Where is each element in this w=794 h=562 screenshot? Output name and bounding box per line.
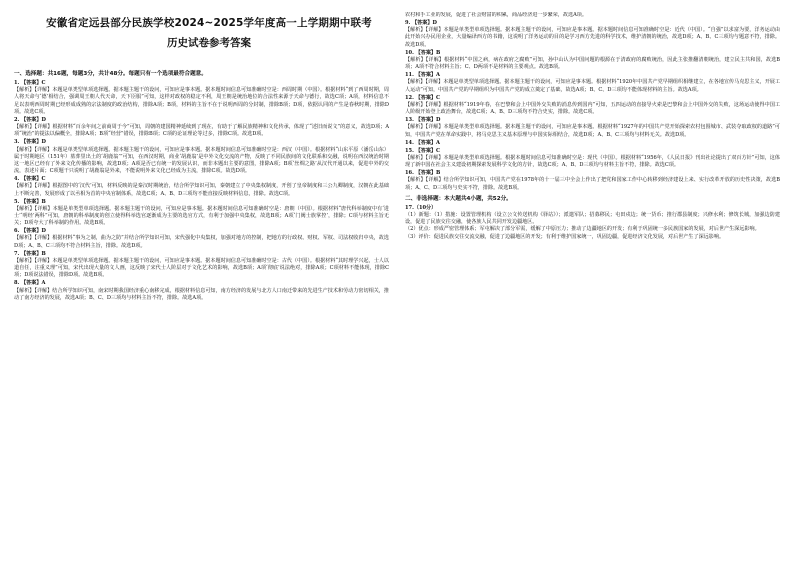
document-subtitle: 历史试卷参考答案 [167,37,251,50]
two-column-layout [14,12,780,556]
answer-key: 10. 【答案】B [405,49,441,56]
answer-explanation: 【解析】【详解】本题是单类型单项选择题。据本题主题干的设问，可知应是事本题。据本题时间信息可知准确时空是：西汉（中国）。根据材料“山东平原（潘岳山东）属于时期地区（151年）墓葬里出土的‘胡鹿翁’”可知，在西汉时期，商业‘胡鹿翁’是中外文化交流的产物，反映了不同民族间的文化联系和交融，说明在西汉统治时期这一地区已经有了外来文化传播的影响，故选D项；A项是否已有统一的发展认识，而非本题出主要的意图，排除A项；B项‘丝绸之路’从汉代开通以来，促进中外的交流，表述片面；C项题干只说明了胡鹿翁是外来，不能说明外来文化已经成为主流，排除C项。故选D项。 [14,146,389,175]
answer-key: 2. 【答案】D [14,116,46,123]
answer-key: 1. 【答案】C [14,80,46,87]
answer-explanation: 【解析】【详解】本题是单类型单项选择题。据本题主题干的设问，可知应是事本题。根据材料“1927年的中国共产党开始探索农村包围城市、武装夺取政权的道路”可知，中国共产党在革命实践中，将马克思主义基本原理与中国实际相结合，故选D项；A、B、C三项均与材料无关。故选D项。 [405,124,780,138]
q17-answer [405,212,780,241]
q17-line: （3）评价：促进民族交往交流交融，促进了边疆地区的开发；有利于维护国家统一，巩固边疆，促进经济文化发展，对后世产生了深远影响。 [405,233,725,240]
answer-explanation: 【解析】【详解】本题是单类型单项选择题。根据本题时间信息可知准确时空是：现代（中国）。根据材料“1956年，《人民日报》刊出社论提出了双百方针”可知，这体现了新中国在社会主义建设初期探索发展科学文化的方针，故选C项；A、B、D三项均与材料主旨不符，排除。故选C项。 [405,154,780,169]
answer-key: 6. 【答案】D [14,228,46,235]
document-header [14,17,389,50]
answer-key: 7. 【答案】B [14,250,46,257]
answer-key: 9. 【答案】D [405,20,437,27]
answer-explanation: 农村和手工业的发展，促进了社会财富的积累，商品经济进一步繁荣，故选A项。 [405,12,587,18]
answer-explanation: 【解析】【详解】本题是单类型单项选择题。据本题主题干的设问，可知应是事本题。据本题时间信息可知准确时空是：近代（中国）。“自强”以求富为要，洋务运动由此开始兴办民用企业，大量编译西方的书籍，这说明了洋务运动的目的是学习西方先进的科学技术，维护清朝的统治，故选D项；A、B、C三项均与题意不符，排除。故选D项。 [405,27,780,48]
section-heading: 二、非选择题：本大题共4小题，共52分。 [405,195,512,202]
answer-explanation: 【解析】【详解】结合所学知识可知，中国共产党在1978年的十一届三中全会上作出了把党和国家工作中心转移到经济建设上来、实行改革开放的历史性决策，故选B项；A、C、D三项均与史实不符，排除。故选B项。 [405,177,780,191]
answer-key: 14. 【答案】A [405,139,440,146]
left-answer-list [14,80,389,302]
left-column [14,12,389,556]
document-title: 安徽省定远县部分民族学校2024~2025学年度高一上学期期中联考 [46,17,372,29]
q17-line: （2）优点：形成严密管理体系；军屯解决了部分军需，缓解了中原压力；推动了边疆地区的开发；有利于巩固统一多民族国家的发展，对后世产生深远影响。 [405,226,760,233]
answer-key: 4. 【答案】C [14,176,46,183]
q17-line: （1）新题：（1）措施：设置管理机构（设立公文传送机构《驿站》）；派遣军队；招募移民；屯田戍边；统一货币；推行郡县制度；兴修水利；修筑长城，加强边防建设，促进了民族交往交融，使各族人民共同开发边疆地区。 [405,212,780,226]
answer-explanation: 【解析】【详解】根据图中的‘汉代’可知，材料反映的是秦汉时期统治，结合所学知识可知，秦朝建立了中央集权制度，开创了皇帝制度和三公九卿制度，汉朝在此基础上不断完善，发展形成了以丞相为首的中央官制体系，故选C项；A、B、D三项均不能直接反映材料信息，排除。故选C项。 [14,183,389,197]
answer-key: 5. 【答案】B [14,198,46,205]
right-column [405,12,780,556]
answer-explanation: 【解析】【详解】根据材料“百余年间之前商周于今”可知，周朝的建国精神延续到了现在，有助于了解民族精神和文化传承，体现了“述旧而说文”的意义，故选D项；A项“统治”的提法以偏概全，排除A项；B项“经营”错误，排除B项；C项的论证理论等过多，排除C项。故选D项。 [14,124,389,138]
right-answer-list [405,12,780,192]
question-label: 17.（10分） [405,204,437,211]
section-heading: 一、选择题：共16题，每题3分，共计48分。每题只有一个选项最符合题意。 [14,71,207,77]
answer-key: 8. 【答案】A [14,280,46,287]
answer-key: 3. 【答案】D [14,139,46,146]
answer-explanation: 【解析】【详解】根据材料“中国之病，病在政府之腐败”可知，孙中山认为中国问题的根源在于清政府的腐败统治，因此主张推翻清朝统治，建立民主共和国，故选B项；A项不符合材料主旨；C、D两项不是材料的主要观点。故选B项。 [405,56,780,71]
answer-key: 12. 【答案】C [405,94,441,101]
answer-explanation: 【解析】【详解】本题是单类型单项选择题。据本题主题干的设问，可知应是事本题。据本题时间信息可知准确时空是：西周时期（中国）。根据材料“到了西周时期，周人将天命与‘德’相结合，强调周王朝人代天命，天下臣服”可知，这样对政权的稳定不利，周王朝是统治地位的合法性来源于天命与德行，故选C项；A项，材料信息不足以表明西周时期已经形成成熟的宗法制度的政治结构，排除A项；B项，材料的主旨不在于说明西周的分封制，排除B项；D项，依据认同的产生是春秋时期，排除D项。故选C项。 [14,87,389,115]
answer-explanation: 【解析】【详解】根据材料“1919年春，在巴黎和会上中国外交失败的消息传到国内”可知，五四运动的直接导火索是巴黎和会上中国外交的失败，这场运动使得中国工人阶级开始登上政治舞台，故选C项；A、B、D三项均不符合史实，排除。故选C项。 [405,101,780,116]
answer-key: 13. 【答案】D [405,117,441,124]
answer-key: 11. 【答案】A [405,72,440,79]
answer-explanation: 【解析】【详解】结合所学知识可知，南宋时期我国经济重心南移完成，根据材料信息可知，南方经济的发展与北方人口南迁带来的先进生产技术和劳动力密切相关，推动了南方经济的发展，故选A项；B、C、D三项均与材料主旨不符，排除。故选A项。 [14,287,389,301]
answer-explanation: 【解析】【详解】本题是单类型单项选择题。据本题主题干的设问，可知应是事本题。根据材料“1920年中国共产党早期组织相继建立，在各地宣传马克思主义，开展工人运动”可知，中国共产党的早期组织为中国共产党的成立奠定了基础，故选A项；B、C、D三项均不能体现材料的主旨。故选A项。 [405,79,780,93]
answer-key: 16. 【答案】B [405,170,441,177]
answer-explanation: 【解析】【详解】本题是单类型单项选择题。据本题主题干的设问，可知应是事本题。据本题时间信息可知准确时空是：古代（中国）。根据材料“其时理学兴起，士人以道自任，注重义理”可知，宋代出现大量的文人画，这反映了宋代士人阶层对于文化艺术的影响，故选B项；A项‘彻底’说法绝对，排除A项；C项材料不能体现，排除C项；D项说法错误，排除D项。故选B项。 [14,257,389,279]
answer-explanation: 【解析】【详解】根据材料“事为之制，曲为之防”并结合所学知识可知，宋代强化中央集权，加强对地方的控制，把地方的行政权、财权、军权、司法权收归中央，故选D项；A、B、C三项均不符合材料主旨，排除。故选D项。 [14,235,389,249]
answer-key: 15. 【答案】C [405,147,441,154]
answer-explanation: 【解析】【详解】本题是单类型单项选择题。据本题主题干的设问，可知应是事本题。据本题时间信息可知准确时空是：唐朝（中国）。根据材料“唐代科举制度中有‘进士’‘明经’两科”可知，唐朝的科举制度的创立使得科举选官逐渐成为主要的选官方式，有利于加强中央集权，故选B项；A项‘门阀士族掌控’，排除；C项与材料主旨无关；D项夸大了科举制的作用。故选B项。 [14,205,389,227]
